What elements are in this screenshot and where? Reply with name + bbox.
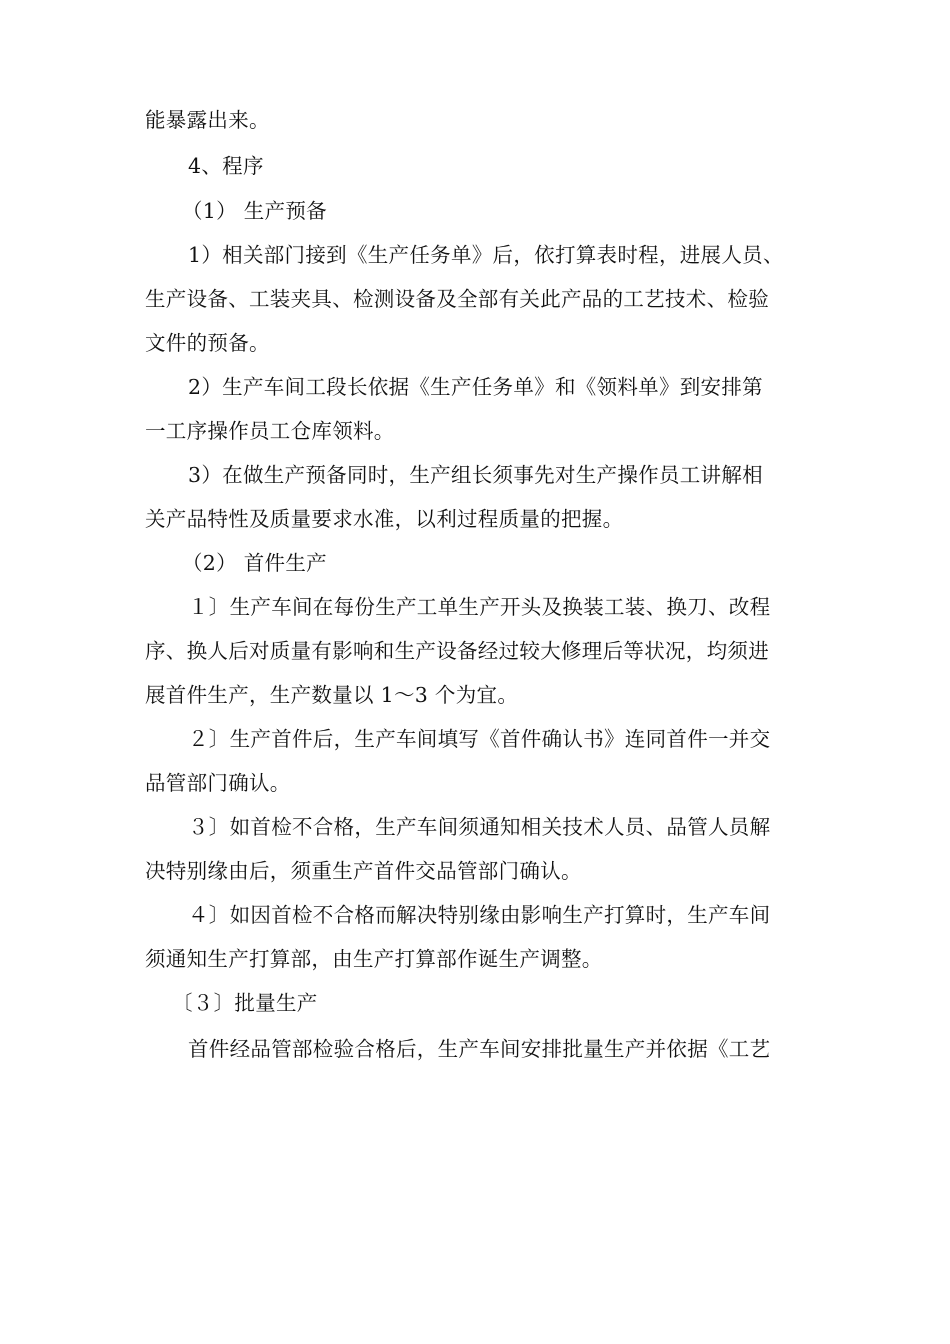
text-line: 生产设备、工装夹具、检测设备及全部有关此产品的工艺技术、检验 bbox=[145, 287, 769, 311]
section-heading: 4、程序 bbox=[188, 154, 264, 178]
text-line: 能暴露出来。 bbox=[145, 108, 270, 132]
text-line: 展首件生产，生产数量以 1～3 个为宜。 bbox=[145, 683, 519, 707]
text-line: 决特别缘由后，须重生产首件交品管部门确认。 bbox=[145, 859, 582, 883]
text-line: 2）生产车间工段长依据《生产任务单》和《领料单》到安排第 bbox=[188, 375, 763, 399]
subsection-heading: （2） 首件生产 bbox=[182, 551, 327, 575]
text-line: ３〕如首检不合格，生产车间须通知相关技术人员、品管人员解 bbox=[188, 815, 771, 839]
subsection-heading: 〔３〕批量生产 bbox=[172, 991, 318, 1015]
text-line: 须通知生产打算部，由生产打算部作诞生产调整。 bbox=[145, 947, 603, 971]
text-line: 序、换人后对质量有影响和生产设备经过较大修理后等状况，均须进 bbox=[145, 639, 769, 663]
text-line: ２〕生产首件后，生产车间填写《首件确认书》连同首件一并交 bbox=[188, 727, 771, 751]
text-line: 1）相关部门接到《生产任务单》后，依打算表时程，进展人员、 bbox=[188, 243, 784, 267]
text-line: 一工序操作员工仓库领料。 bbox=[145, 419, 395, 443]
text-line: 品管部门确认。 bbox=[145, 771, 291, 795]
subsection-heading: （1） 生产预备 bbox=[182, 199, 327, 223]
text-line: １〕生产车间在每份生产工单生产开头及换装工装、换刀、改程 bbox=[188, 595, 771, 619]
text-line: 文件的预备。 bbox=[145, 331, 270, 355]
text-line: 首件经品管部检验合格后，生产车间安排批量生产并依据《工艺 bbox=[188, 1037, 771, 1061]
text-line: 3）在做生产预备同时，生产组长须事先对生产操作员工讲解相 bbox=[188, 463, 763, 487]
text-line: ４〕如因首检不合格而解决特别缘由影响生产打算时，生产车间 bbox=[188, 903, 771, 927]
text-line: 关产品特性及质量要求水准，以利过程质量的把握。 bbox=[145, 507, 624, 531]
